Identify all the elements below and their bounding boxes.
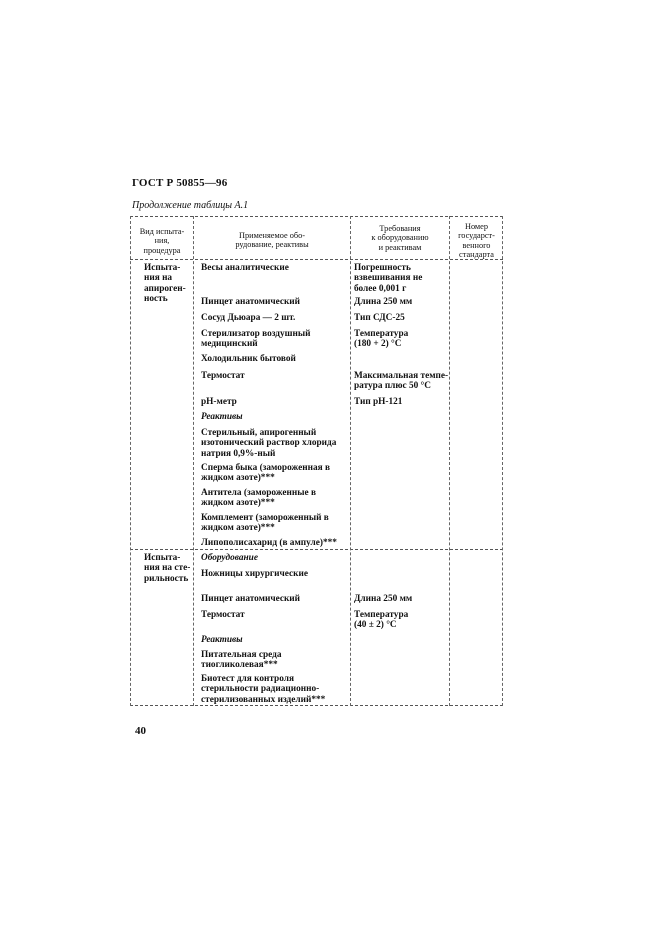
requirement-item: Погрешность взвешивания не более 0,001 г <box>354 263 423 294</box>
requirement-item: Длина 250 мм <box>354 594 413 604</box>
requirement-item: Тип рН-121 <box>354 397 403 407</box>
equipment-item: Стерилизатор воздушный медицинский <box>201 329 311 350</box>
reagent-item: Сперма быка (замороженная в жидком азоте)*** <box>201 463 330 484</box>
column-header-standard: Номер государст- венного стандарта <box>458 222 495 260</box>
table-right-rule <box>502 216 503 706</box>
reagent-item: Липополисахарид (в ампуле)*** <box>201 538 337 548</box>
column-header-test: Вид испыта- ния, процедура <box>139 227 185 255</box>
equipment-item: Термостат <box>201 371 245 381</box>
test-name-sterility: Испыта- ния на сте- рильность <box>144 553 191 584</box>
table-section-rule <box>130 549 503 550</box>
reagent-item: Биотест для контроля стерильности радиационно- стерилизованных изделий*** <box>201 674 326 705</box>
reagents-subheading: Реактивы <box>201 635 243 645</box>
table-left-rule <box>130 216 131 706</box>
reagent-item: Комплемент (замороженный в жидком азоте)*** <box>201 513 329 534</box>
requirement-item: Температура (180 + 2) °С <box>354 329 409 350</box>
requirement-item: Температура (40 ± 2) °С <box>354 610 409 631</box>
column-divider-1 <box>193 216 194 706</box>
test-name-apyrogenicity: Испыта- ния на апироген- ность <box>144 263 186 304</box>
table-continuation-caption: Продолжение таблицы А.1 <box>132 200 249 211</box>
document-code: ГОСТ Р 50855—96 <box>132 177 228 189</box>
reagent-item: Питательная среда тиогликолевая*** <box>201 650 282 671</box>
table-top-rule <box>130 216 503 217</box>
equipment-item: рН-метр <box>201 397 237 407</box>
table-header-rule <box>130 259 503 260</box>
equipment-item: Пинцет анатомический <box>201 594 301 604</box>
equipment-item: Ножницы хирургические <box>201 569 308 579</box>
column-divider-2 <box>350 216 351 706</box>
column-header-requirements: Требования к оборудованию и реактивам <box>371 224 429 252</box>
reagent-item: Антитела (замороженные в жидком азоте)*** <box>201 488 316 509</box>
equipment-item: Сосуд Дьюара — 2 шт. <box>201 313 296 323</box>
reagents-subheading: Реактивы <box>201 412 243 422</box>
equipment-item: Холодильник бытовой <box>201 354 296 364</box>
page-number: 40 <box>135 725 146 737</box>
column-divider-3 <box>449 216 450 706</box>
equipment-table <box>130 216 503 706</box>
reagent-item: Стерильный, апирогенный изотонический раствор хлорида натрия 0,9%-ный <box>201 428 337 459</box>
equipment-item: Весы аналитические <box>201 263 289 273</box>
equipment-subheading: Оборудование <box>201 553 258 563</box>
column-header-equipment: Применяемое обо- рудование, реактивы <box>235 231 309 250</box>
requirement-item: Длина 250 мм <box>354 297 413 307</box>
equipment-item: Термостат <box>201 610 245 620</box>
requirement-item: Тип СДС-25 <box>354 313 405 323</box>
requirement-item: Максимальная темпе- ратура плюс 50 °С <box>354 371 449 392</box>
equipment-item: Пинцет анатомический <box>201 297 301 307</box>
table-bottom-rule <box>130 705 503 706</box>
